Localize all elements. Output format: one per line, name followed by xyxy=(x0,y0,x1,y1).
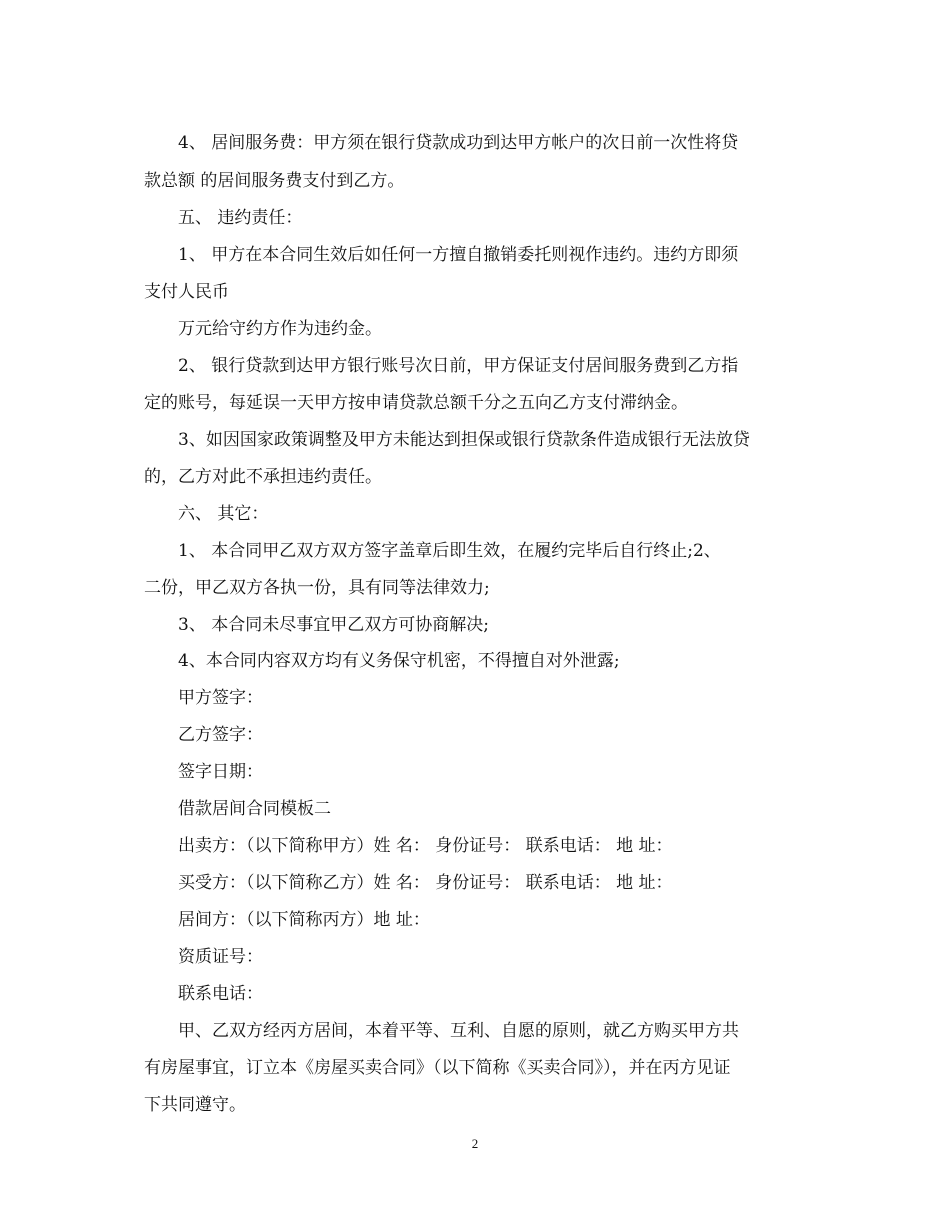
clause-6-2-line: 二份，甲乙双方各执一份，具有同等法律效力; xyxy=(144,578,490,598)
clause-6-1-line: 1、 本合同甲乙双方双方签字盖章后即生效，在履约完毕后自行终止;2、 xyxy=(178,541,721,561)
intermediary-info-line: 居间方：（以下简称丙方）地 址： xyxy=(178,910,430,930)
clause-5-1-line-3: 万元给守约方作为违约金。 xyxy=(178,319,382,339)
seller-info-line: 出卖方：（以下简称甲方）姓 名： 身份证号： 联系电话： 地 址： xyxy=(178,836,673,856)
preamble-line-2: 有房屋事宜，订立本《房屋买卖合同》（以下简称《买卖合同》），并在丙方见证 xyxy=(144,1058,731,1078)
clause-5-2-line-2: 定的账号，每延误一天甲方按申请贷款总额千分之五向乙方支付滞纳金。 xyxy=(144,393,688,413)
clause-5-1-line-2: 支付人民币 xyxy=(144,282,229,302)
template-2-title: 借款居间合同模板二 xyxy=(178,799,331,819)
clause-5-3-line-1: 3、如因国家政策调整及甲方未能达到担保或银行贷款条件造成银行无法放贷 xyxy=(178,430,750,450)
clause-5-1-line-1: 1、 甲方在本合同生效后如任何一方擅自撤销委托则视作违约。违约方即须 xyxy=(178,245,739,265)
clause-5-3-line-2: 的，乙方对此不承担违约责任。 xyxy=(144,467,382,487)
page-number: 2 xyxy=(471,1136,479,1151)
clause-6-3-line: 3、 本合同未尽事宜甲乙双方可协商解决; xyxy=(178,615,489,635)
clause-5-2-line-1: 2、 银行贷款到达甲方银行账号次日前，甲方保证支付居间服务费到乙方指 xyxy=(178,356,739,376)
preamble-line-3: 下共同遵守。 xyxy=(144,1095,246,1115)
clause-4-service-fee-line-2: 款总额 的居间服务费支付到乙方。 xyxy=(144,171,405,191)
preamble-line-1: 甲、乙双方经丙方居间，本着平等、互利、自愿的原则，就乙方购买甲方共 xyxy=(178,1021,739,1041)
qualification-number-label: 资质证号： xyxy=(178,947,263,967)
signature-date-label: 签字日期： xyxy=(178,762,263,782)
section-5-heading: 五、 违约责任： xyxy=(178,208,303,228)
party-b-signature-label: 乙方签字： xyxy=(178,725,263,745)
party-a-signature-label: 甲方签字： xyxy=(178,688,263,708)
section-6-heading: 六、 其它： xyxy=(178,504,269,524)
clause-6-4-line: 4、本合同内容双方均有义务保守机密，不得擅自对外泄露; xyxy=(178,651,620,671)
buyer-info-line: 买受方：（以下简称乙方）姓 名： 身份证号： 联系电话： 地 址： xyxy=(178,873,673,893)
contact-phone-label: 联系电话： xyxy=(178,984,263,1004)
clause-4-service-fee-line-1: 4、 居间服务费：甲方须在银行贷款成功到达甲方帐户的次日前一次性将贷 xyxy=(178,133,739,153)
